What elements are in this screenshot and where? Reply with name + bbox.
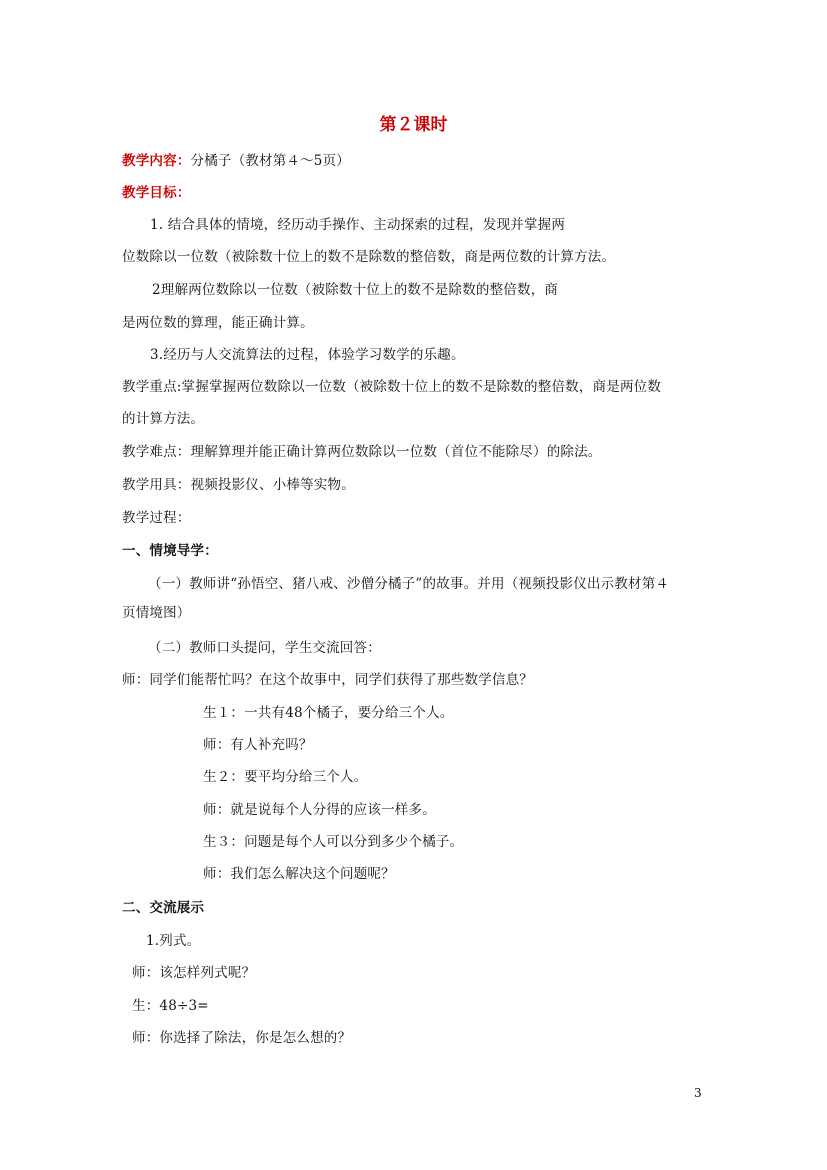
dialog-line: 生２：要平均分给三个人。	[203, 769, 368, 785]
key-point-line-1: 教学重点:掌握掌握两位数除以一位数（被除数十位上的数不是除数的整倍数，商是两位数	[122, 379, 662, 395]
section-1-para-1-line-1: （一）教师讲“孙悟空、猪八戒、沙僧分橘子”的故事。并用（视频投影仪出示教材第４	[148, 576, 670, 592]
section-1-heading: 一、情境导学：	[122, 543, 218, 559]
content-line	[122, 151, 350, 171]
section-2-item-1: 1.列式。	[146, 933, 201, 949]
dialog-line: 生１：一共有48个橘子，要分给三个人。	[203, 705, 454, 721]
dialog-line: 师：有人补充吗？	[203, 737, 313, 753]
section-2-heading: 二、交流展示	[122, 900, 205, 916]
content-label: 教学内容：	[122, 153, 191, 169]
content-text: 分橘子（教材第４～5页）	[190, 153, 350, 169]
dialog-line: 师：就是说每个人分得的应该一样多。	[203, 802, 436, 818]
section-1-para-1-line-2: 页情境图）	[122, 605, 191, 621]
goal-2-line-2: 是两位数的算理，能正确计算。	[122, 315, 314, 331]
dialog-line: 师：我们怎么解决这个问题呢？	[203, 866, 395, 882]
section-2-answer-1: 生：48÷3=	[132, 998, 209, 1014]
lesson-title: 第２课时	[379, 115, 448, 135]
section-2-question-1: 师：该怎样列式呢？	[132, 965, 256, 981]
goal-2-line-1: 2理解两位数除以一位数（被除数十位上的数不是除数的整倍数，商	[152, 282, 559, 298]
process-label: 教学过程：	[122, 510, 191, 526]
difficulty-line: 教学难点：理解算理并能正确计算两位数除以一位数（首位不能除尽）的除法。	[122, 444, 602, 460]
goal-1-line-1: 1. 结合具体的情境，经历动手操作、主动探索的过程，发现并掌握两	[150, 217, 566, 233]
goals-label: 教学目标：	[122, 185, 191, 201]
goal-3: 3.经历与人交流算法的过程，体验学习数学的乐趣。	[150, 347, 465, 363]
dialog-line: 生３：问题是每个人可以分到多少个橘子。	[203, 834, 464, 850]
section-1-para-2: （二）教师口头提问，学生交流回答：	[148, 640, 381, 656]
section-2-question-2: 师：你选择了除法，你是怎么想的？	[132, 1030, 352, 1046]
goal-1-line-2: 位数除以一位数（被除数十位上的数不是除数的整倍数，商是两位数的计算方法。	[122, 249, 616, 265]
page-number: 3	[694, 1086, 702, 1100]
tools-line: 教学用具：视频投影仪、小棒等实物。	[122, 477, 355, 493]
key-point-line-2: 的计算方法。	[122, 411, 205, 427]
dialog-line: 师：同学们能帮忙吗？在这个故事中，同学们获得了那些数学信息？	[122, 672, 533, 688]
